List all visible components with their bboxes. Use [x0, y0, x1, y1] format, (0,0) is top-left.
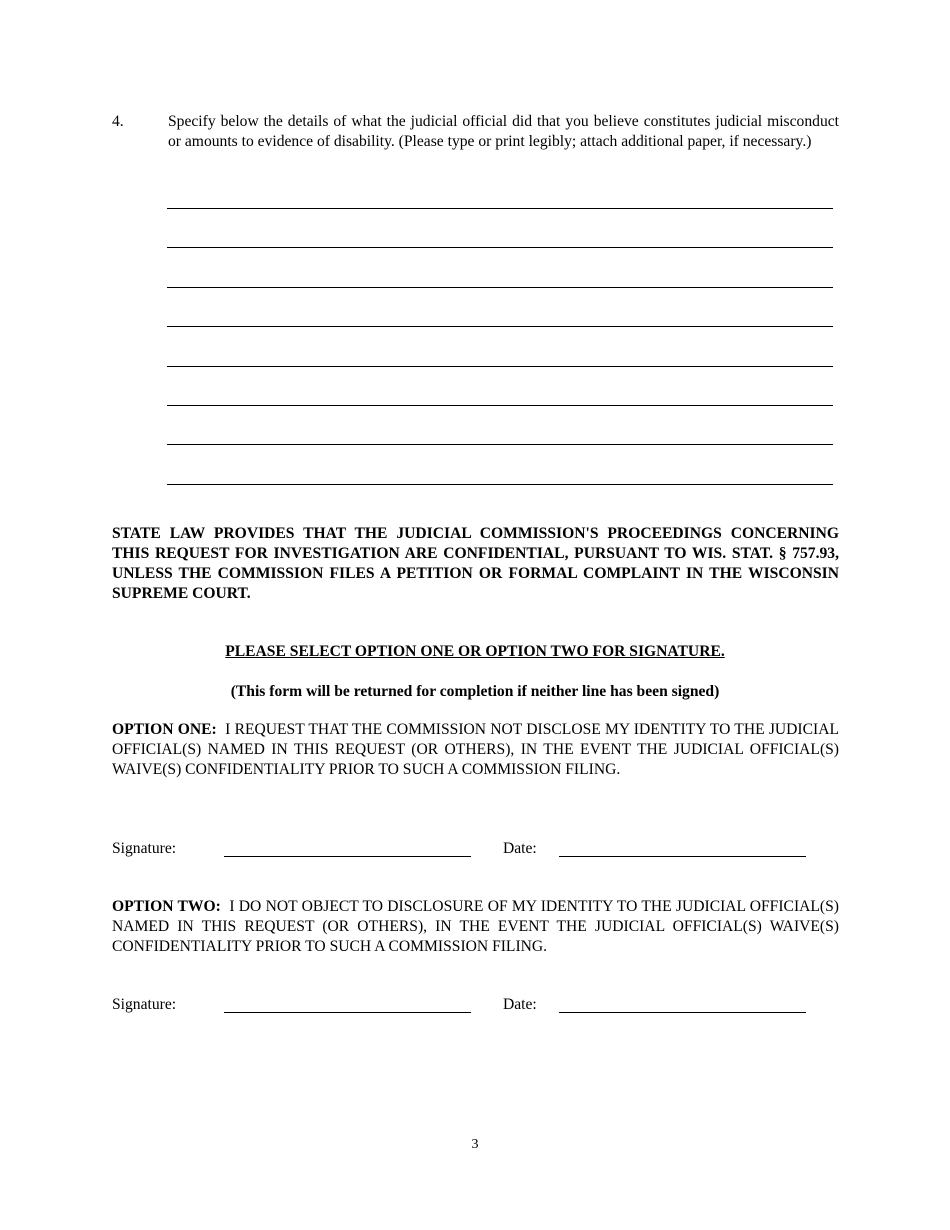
item-instructions: Specify below the details of what the judicial official did that you believe constitutes judicial misconduct or amounts to evidence of disability. (Please type or print legibly; attach additional paper, if necessary.): [168, 113, 839, 150]
select-option-heading: PLEASE SELECT OPTION ONE OR OPTION TWO FOR SIGNATURE.: [225, 643, 725, 660]
option-two-signature-line[interactable]: [224, 1012, 471, 1013]
confidentiality-notice: STATE LAW PROVIDES THAT THE JUDICIAL COMMISSION'S PROCEEDINGS CONCERNING THIS REQUEST FOR INVESTIGATION ARE CONFIDENTIAL, PURSUANT TO WIS. STAT. § 757.93, UNLESS THE COMMISSION FILES A PETITION OR FORMAL COMPLAINT IN THE WISCONSIN SUPREME COURT.: [112, 525, 839, 602]
details-line-2[interactable]: [167, 247, 833, 248]
details-line-3[interactable]: [167, 287, 833, 288]
option-two: [112, 897, 839, 957]
option-two-date-line[interactable]: [559, 1012, 806, 1013]
item-number: 4.: [112, 113, 124, 130]
page-number: 3: [471, 1137, 479, 1152]
details-line-7[interactable]: [167, 444, 833, 445]
option-one: [112, 720, 839, 780]
option-two-signature-row: [112, 995, 839, 1019]
signature-label: Signature:: [112, 840, 177, 857]
option-two-text: I DO NOT OBJECT TO DISCLOSURE OF MY IDENTITY TO THE JUDICIAL OFFICIAL(S) NAMED IN THIS REQUEST (OR OTHERS), IN THE EVENT THE JUDICIAL OFFICIAL(S) WAIVE(S) CONFIDENTIALITY PRIOR TO SUCH A COMMISSION FILING.: [112, 898, 839, 955]
date-label: Date:: [503, 996, 537, 1013]
option-one-signature-line[interactable]: [224, 856, 471, 857]
option-one-label: OPTION ONE:: [112, 721, 217, 738]
option-one-date-line[interactable]: [559, 856, 806, 857]
details-line-8[interactable]: [167, 484, 833, 485]
details-line-5[interactable]: [167, 366, 833, 367]
option-one-text: I REQUEST THAT THE COMMISSION NOT DISCLOSE MY IDENTITY TO THE JUDICIAL OFFICIAL(S) NAMED IN THIS REQUEST (OR OTHERS), IN THE EVENT THE JUDICIAL OFFICIAL(S) WAIVE(S) CONFIDENTIALITY PRIOR TO SUCH A COMMISSION FILING.: [112, 721, 839, 778]
date-label: Date:: [503, 840, 537, 857]
signature-label: Signature:: [112, 996, 177, 1013]
details-line-6[interactable]: [167, 405, 833, 406]
option-two-label: OPTION TWO:: [112, 898, 221, 915]
details-line-4[interactable]: [167, 326, 833, 327]
option-one-signature-row: [112, 839, 839, 863]
return-note: (This form will be returned for completion if neither line has been signed): [230, 683, 720, 700]
details-line-1[interactable]: [167, 208, 833, 209]
